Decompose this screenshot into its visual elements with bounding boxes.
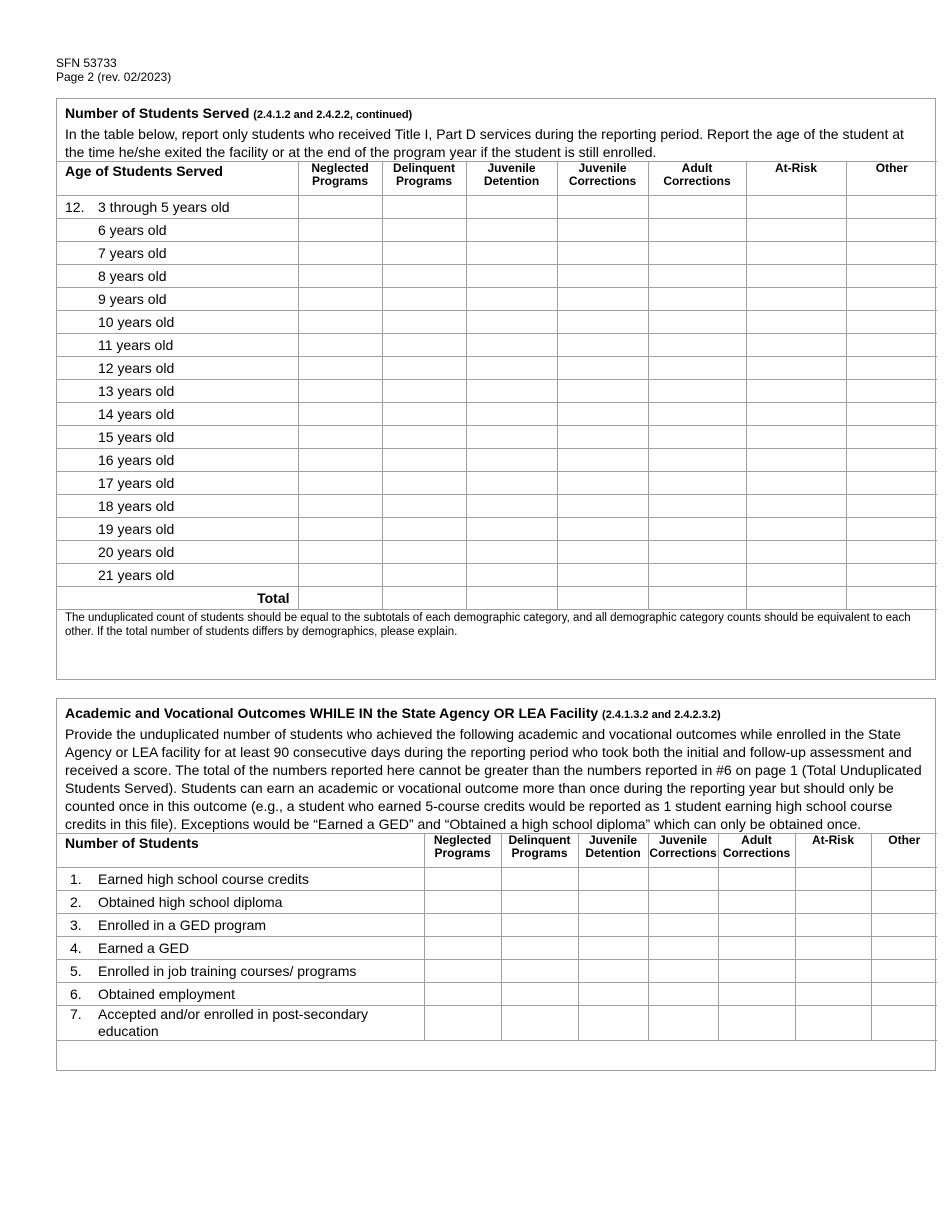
age-count-cell[interactable]: [648, 334, 746, 357]
total-cell[interactable]: [382, 587, 466, 610]
age-label: [57, 564, 298, 587]
row-label: 19 years old: [98, 521, 175, 537]
age-count-cell[interactable]: [382, 357, 466, 380]
age-count-cell[interactable]: [382, 403, 466, 426]
table-row: [57, 265, 937, 288]
age-count-cell[interactable]: [298, 449, 382, 472]
outcome-count-cell[interactable]: [795, 868, 871, 891]
age-count-cell[interactable]: [648, 311, 746, 334]
age-count-cell[interactable]: [298, 242, 382, 265]
age-count-cell[interactable]: [557, 357, 648, 380]
age-count-cell[interactable]: [382, 426, 466, 449]
age-label: [57, 495, 298, 518]
outcomes-table-body: [57, 868, 937, 1041]
row-number: 6.: [70, 986, 82, 1002]
column-header: At-Risk: [746, 162, 846, 196]
age-count-cell[interactable]: [382, 541, 466, 564]
row-label: 16 years old: [98, 452, 175, 468]
outcome-count-cell[interactable]: [501, 1006, 578, 1041]
age-count-cell[interactable]: [557, 449, 648, 472]
table-row: [57, 891, 937, 914]
age-count-cell[interactable]: [557, 288, 648, 311]
students-served-section: [56, 98, 936, 680]
row-label: 11 years old: [98, 337, 174, 353]
age-label: [57, 472, 298, 495]
age-count-cell[interactable]: [557, 472, 648, 495]
age-count-cell[interactable]: [648, 380, 746, 403]
age-count-cell[interactable]: [382, 288, 466, 311]
age-count-cell[interactable]: [746, 426, 846, 449]
age-count-cell[interactable]: [382, 334, 466, 357]
age-label: [57, 403, 298, 426]
total-label: Total: [57, 587, 298, 610]
outcome-count-cell[interactable]: [795, 914, 871, 937]
table-row: [57, 311, 937, 334]
age-count-cell[interactable]: [298, 403, 382, 426]
age-count-cell[interactable]: [746, 449, 846, 472]
total-cell[interactable]: [466, 587, 557, 610]
age-count-cell[interactable]: [382, 219, 466, 242]
age-count-cell[interactable]: [846, 311, 937, 334]
age-count-cell[interactable]: [846, 242, 937, 265]
outcome-count-cell[interactable]: [648, 937, 718, 960]
outcome-count-cell[interactable]: [501, 983, 578, 1006]
outcome-label: [57, 914, 424, 937]
age-count-cell[interactable]: [466, 242, 557, 265]
age-count-cell[interactable]: [466, 541, 557, 564]
age-count-cell[interactable]: [648, 541, 746, 564]
age-count-cell[interactable]: [648, 265, 746, 288]
row-label: Obtained high school diploma: [98, 894, 283, 910]
table-row: [57, 541, 937, 564]
outcome-count-cell[interactable]: [424, 914, 501, 937]
age-count-cell[interactable]: [466, 564, 557, 587]
age-count-cell[interactable]: [466, 403, 557, 426]
age-label: [57, 357, 298, 380]
age-count-cell[interactable]: [846, 472, 937, 495]
outcome-count-cell[interactable]: [871, 937, 937, 960]
age-count-cell[interactable]: [382, 449, 466, 472]
outcome-count-cell[interactable]: [718, 891, 795, 914]
outcome-count-cell[interactable]: [424, 983, 501, 1006]
outcome-count-cell[interactable]: [718, 1006, 795, 1041]
column-header: Juvenile Detention: [466, 162, 557, 196]
page-info: Page 2 (rev. 02/2023): [56, 70, 172, 84]
students-column-header: Number of Students: [57, 834, 424, 868]
table-row: [57, 564, 937, 587]
age-count-cell[interactable]: [648, 288, 746, 311]
outcome-count-cell[interactable]: [424, 960, 501, 983]
age-count-cell[interactable]: [648, 449, 746, 472]
row-label: 14 years old: [98, 406, 175, 422]
outcome-count-cell[interactable]: [871, 1006, 937, 1041]
outcome-count-cell[interactable]: [648, 1006, 718, 1041]
outcome-count-cell[interactable]: [795, 960, 871, 983]
age-label: [57, 196, 298, 219]
table-row: [57, 1006, 937, 1041]
total-cell[interactable]: [746, 587, 846, 610]
total-row: [57, 587, 937, 610]
outcome-count-cell[interactable]: [424, 1006, 501, 1041]
row-number: 4.: [70, 940, 82, 956]
age-count-cell[interactable]: [746, 288, 846, 311]
outcome-count-cell[interactable]: [795, 1006, 871, 1041]
age-label: [57, 426, 298, 449]
outcome-count-cell[interactable]: [718, 868, 795, 891]
age-count-cell[interactable]: [746, 334, 846, 357]
row-label: 10 years old: [98, 314, 175, 330]
outcome-count-cell[interactable]: [578, 868, 648, 891]
table-row: [57, 914, 937, 937]
age-count-cell[interactable]: [557, 495, 648, 518]
outcome-label: [57, 891, 424, 914]
age-count-cell[interactable]: [557, 518, 648, 541]
row-label: 15 years old: [98, 429, 175, 445]
outcome-count-cell[interactable]: [578, 960, 648, 983]
outcome-count-cell[interactable]: [718, 960, 795, 983]
outcome-count-cell[interactable]: [648, 983, 718, 1006]
age-count-cell[interactable]: [648, 403, 746, 426]
age-count-cell[interactable]: [298, 357, 382, 380]
outcome-count-cell[interactable]: [795, 983, 871, 1006]
age-count-cell[interactable]: [382, 265, 466, 288]
outcomes-table: [57, 833, 937, 1041]
row-label: Enrolled in job training courses/ programs: [98, 963, 357, 979]
age-count-cell[interactable]: [466, 357, 557, 380]
age-count-cell[interactable]: [846, 518, 937, 541]
age-count-cell[interactable]: [746, 242, 846, 265]
age-count-cell[interactable]: [648, 357, 746, 380]
age-count-cell[interactable]: [298, 426, 382, 449]
outcome-count-cell[interactable]: [424, 868, 501, 891]
age-count-cell[interactable]: [382, 564, 466, 587]
age-count-cell[interactable]: [466, 311, 557, 334]
table-row: [57, 937, 937, 960]
outcome-count-cell[interactable]: [871, 914, 937, 937]
row-label: Earned a GED: [98, 940, 190, 956]
age-count-cell[interactable]: [746, 219, 846, 242]
age-count-cell[interactable]: [382, 311, 466, 334]
form-header: [56, 56, 171, 84]
table-row: [57, 242, 937, 265]
age-label: [57, 541, 298, 564]
age-count-cell[interactable]: [846, 495, 937, 518]
outcomes-section: [56, 698, 936, 1071]
column-header: Adult Corrections: [648, 162, 746, 196]
outcome-count-cell[interactable]: [648, 960, 718, 983]
age-count-cell[interactable]: [846, 564, 937, 587]
age-count-cell[interactable]: [382, 380, 466, 403]
row-number: 1.: [70, 871, 82, 887]
age-count-cell[interactable]: [298, 380, 382, 403]
table-row: [57, 518, 937, 541]
age-count-cell[interactable]: [846, 219, 937, 242]
age-count-cell[interactable]: [298, 265, 382, 288]
age-count-cell[interactable]: [846, 357, 937, 380]
outcomes-table-header: [57, 834, 937, 868]
age-count-cell[interactable]: [746, 311, 846, 334]
table-row: [57, 426, 937, 449]
age-count-cell[interactable]: [846, 380, 937, 403]
outcome-count-cell[interactable]: [424, 891, 501, 914]
row-number: 7.: [70, 1006, 82, 1022]
row-label: Enrolled in a GED program: [98, 917, 267, 933]
age-count-cell[interactable]: [846, 403, 937, 426]
column-header: Neglected Programs: [424, 834, 501, 868]
age-count-cell[interactable]: [298, 518, 382, 541]
outcome-count-cell[interactable]: [501, 868, 578, 891]
age-count-cell[interactable]: [648, 219, 746, 242]
outcome-count-cell[interactable]: [648, 868, 718, 891]
column-header: Delinquent Programs: [382, 162, 466, 196]
outcome-count-cell[interactable]: [718, 914, 795, 937]
table-row: [57, 196, 937, 219]
age-column-header: Age of Students Served: [57, 162, 298, 196]
age-table: [57, 161, 937, 610]
explanation-input[interactable]: [57, 640, 935, 676]
outcome-label: [57, 983, 424, 1006]
age-count-cell[interactable]: [746, 196, 846, 219]
age-count-cell[interactable]: [466, 196, 557, 219]
row-label: Accepted and/or enrolled in post-secondary education: [98, 1006, 369, 1039]
column-header: Juvenile Corrections: [557, 162, 648, 196]
row-label: 12 years old: [98, 360, 175, 376]
outcome-count-cell[interactable]: [871, 868, 937, 891]
age-count-cell[interactable]: [648, 495, 746, 518]
age-count-cell[interactable]: [557, 564, 648, 587]
age-count-cell[interactable]: [466, 449, 557, 472]
age-count-cell[interactable]: [648, 564, 746, 587]
outcome-count-cell[interactable]: [578, 914, 648, 937]
section1-intro: In the table below, report only students who received Title I, Part D services during the reporting period. Report the age of the student at the time he/she exited the facility or at the end of the program year if the student is still enrolled.: [65, 126, 904, 160]
outcome-count-cell[interactable]: [501, 914, 578, 937]
age-count-cell[interactable]: [298, 564, 382, 587]
row-number: 5.: [70, 963, 82, 979]
age-count-cell[interactable]: [648, 426, 746, 449]
age-count-cell[interactable]: [557, 541, 648, 564]
total-cell[interactable]: [298, 587, 382, 610]
explanation-note: The unduplicated count of students should be equal to the subtotals of each demographic category, and all demographic category counts should be equivalent to each other. If the total number of students differs by demographics, please explain.: [65, 612, 911, 638]
age-count-cell[interactable]: [382, 472, 466, 495]
age-count-cell[interactable]: [648, 518, 746, 541]
age-count-cell[interactable]: [298, 472, 382, 495]
age-count-cell[interactable]: [382, 518, 466, 541]
column-header: Other: [846, 162, 937, 196]
age-count-cell[interactable]: [746, 403, 846, 426]
column-header: Adult Corrections: [718, 834, 795, 868]
age-count-cell[interactable]: [846, 541, 937, 564]
table-row: [57, 380, 937, 403]
table-row: [57, 403, 937, 426]
age-label: [57, 518, 298, 541]
outcome-count-cell[interactable]: [871, 983, 937, 1006]
age-label: [57, 288, 298, 311]
outcome-count-cell[interactable]: [578, 891, 648, 914]
age-count-cell[interactable]: [557, 380, 648, 403]
outcome-count-cell[interactable]: [424, 937, 501, 960]
age-count-cell[interactable]: [846, 334, 937, 357]
row-number: 12.: [65, 199, 85, 215]
section2-title-ref: (2.4.1.3.2 and 2.4.2.3.2): [602, 709, 721, 721]
row-label: 21 years old: [98, 567, 175, 583]
age-count-cell[interactable]: [557, 196, 648, 219]
age-label: [57, 380, 298, 403]
age-count-cell[interactable]: [298, 541, 382, 564]
outcome-label: [57, 937, 424, 960]
table-row: [57, 868, 937, 891]
age-count-cell[interactable]: [846, 449, 937, 472]
outcome-count-cell[interactable]: [648, 891, 718, 914]
age-label: [57, 449, 298, 472]
row-label: 13 years old: [98, 383, 175, 399]
outcome-count-cell[interactable]: [648, 914, 718, 937]
row-number: 2.: [70, 894, 82, 910]
table-row: [57, 472, 937, 495]
outcome-label: [57, 1006, 424, 1041]
outcome-count-cell[interactable]: [795, 891, 871, 914]
total-cell[interactable]: [846, 587, 937, 610]
age-count-cell[interactable]: [846, 288, 937, 311]
outcome-label: [57, 868, 424, 891]
outcome-count-cell[interactable]: [501, 937, 578, 960]
column-header: Juvenile Corrections: [648, 834, 718, 868]
table-row: [57, 495, 937, 518]
age-label: [57, 219, 298, 242]
table-row: [57, 449, 937, 472]
row-label: 6 years old: [98, 222, 167, 238]
age-table-header: [57, 162, 937, 196]
age-label: [57, 265, 298, 288]
age-count-cell[interactable]: [466, 219, 557, 242]
age-count-cell[interactable]: [746, 357, 846, 380]
table-row: [57, 288, 937, 311]
outcome-count-cell[interactable]: [871, 891, 937, 914]
age-count-cell[interactable]: [466, 472, 557, 495]
age-count-cell[interactable]: [466, 288, 557, 311]
row-label: Obtained employment: [98, 986, 235, 1002]
age-count-cell[interactable]: [648, 242, 746, 265]
age-label: [57, 311, 298, 334]
age-count-cell[interactable]: [466, 334, 557, 357]
outcome-label: [57, 960, 424, 983]
table-row: [57, 960, 937, 983]
age-count-cell[interactable]: [298, 288, 382, 311]
age-count-cell[interactable]: [557, 334, 648, 357]
table-row: [57, 357, 937, 380]
section2-title: Academic and Vocational Outcomes WHILE IN the State Agency OR LEA Facility (2.4.1.3.2 and 2.4.2.3.2): [65, 705, 721, 721]
age-count-cell[interactable]: [746, 380, 846, 403]
age-count-cell[interactable]: [746, 564, 846, 587]
age-count-cell[interactable]: [846, 196, 937, 219]
row-number: 3.: [70, 917, 82, 933]
row-label: 17 years old: [98, 475, 175, 491]
age-count-cell[interactable]: [466, 380, 557, 403]
row-label: 18 years old: [98, 498, 175, 514]
age-count-cell[interactable]: [557, 219, 648, 242]
age-count-cell[interactable]: [746, 472, 846, 495]
age-count-cell[interactable]: [557, 242, 648, 265]
age-count-cell[interactable]: [382, 242, 466, 265]
age-count-cell[interactable]: [557, 426, 648, 449]
outcome-count-cell[interactable]: [578, 937, 648, 960]
column-header: Delinquent Programs: [501, 834, 578, 868]
outcome-count-cell[interactable]: [578, 1006, 648, 1041]
age-count-cell[interactable]: [466, 518, 557, 541]
column-header: Juvenile Detention: [578, 834, 648, 868]
row-label: 3 through 5 years old: [98, 199, 230, 215]
column-header: At-Risk: [795, 834, 871, 868]
age-count-cell[interactable]: [466, 426, 557, 449]
age-count-cell[interactable]: [298, 311, 382, 334]
section1-title: Number of Students Served (2.4.1.2 and 2.4.2.2, continued): [65, 105, 413, 121]
outcome-count-cell[interactable]: [718, 983, 795, 1006]
age-count-cell[interactable]: [557, 265, 648, 288]
row-label: Earned high school course credits: [98, 871, 309, 887]
age-label: [57, 334, 298, 357]
column-header: Neglected Programs: [298, 162, 382, 196]
row-label: 20 years old: [98, 544, 175, 560]
age-count-cell[interactable]: [382, 495, 466, 518]
table-row: [57, 334, 937, 357]
age-count-cell[interactable]: [746, 495, 846, 518]
total-cell[interactable]: [557, 587, 648, 610]
column-header: Other: [871, 834, 937, 868]
age-count-cell[interactable]: [466, 495, 557, 518]
outcome-count-cell[interactable]: [718, 937, 795, 960]
age-table-body: [57, 196, 937, 610]
age-count-cell[interactable]: [746, 265, 846, 288]
section2-intro: Provide the unduplicated number of students who achieved the following academic and vocational outcomes while enrolled in the State Agency or LEA facility for at least 90 consecutive days during the reporting period who took both the initial and follow-up assessment and received a score. The total of the numbers reported here cannot be greater than the numbers reported in #6 on page 1 (Total Unduplicated Students Served). Students can earn an academic or vocational outcome more than once during the reporting year but should only be counted once in this outcome (e.g., a student who earned 5-course credits would be reported as 1 student earning high school course credits in this file). Exceptions would be “Earned a GED” and “Obtained a high school diploma” which can only be obtained once.: [65, 726, 922, 832]
row-label: 9 years old: [98, 291, 167, 307]
outcome-count-cell[interactable]: [501, 891, 578, 914]
total-cell[interactable]: [648, 587, 746, 610]
age-count-cell[interactable]: [846, 265, 937, 288]
age-count-cell[interactable]: [298, 196, 382, 219]
age-count-cell[interactable]: [648, 196, 746, 219]
form-number: SFN 53733: [56, 56, 117, 70]
age-label: [57, 242, 298, 265]
outcome-count-cell[interactable]: [501, 960, 578, 983]
row-label: 8 years old: [98, 268, 167, 284]
table-row: [57, 983, 937, 1006]
age-count-cell[interactable]: [298, 495, 382, 518]
age-count-cell[interactable]: [557, 311, 648, 334]
outcome-count-cell[interactable]: [795, 937, 871, 960]
age-count-cell[interactable]: [466, 265, 557, 288]
outcome-count-cell[interactable]: [578, 983, 648, 1006]
age-count-cell[interactable]: [846, 426, 937, 449]
age-count-cell[interactable]: [648, 472, 746, 495]
age-count-cell[interactable]: [746, 541, 846, 564]
outcome-count-cell[interactable]: [871, 960, 937, 983]
age-count-cell[interactable]: [298, 334, 382, 357]
age-count-cell[interactable]: [298, 219, 382, 242]
age-count-cell[interactable]: [557, 403, 648, 426]
age-count-cell[interactable]: [746, 518, 846, 541]
section1-title-ref: (2.4.1.2 and 2.4.2.2, continued): [253, 109, 413, 121]
row-label: 7 years old: [98, 245, 167, 261]
age-count-cell[interactable]: [382, 196, 466, 219]
table-row: [57, 219, 937, 242]
